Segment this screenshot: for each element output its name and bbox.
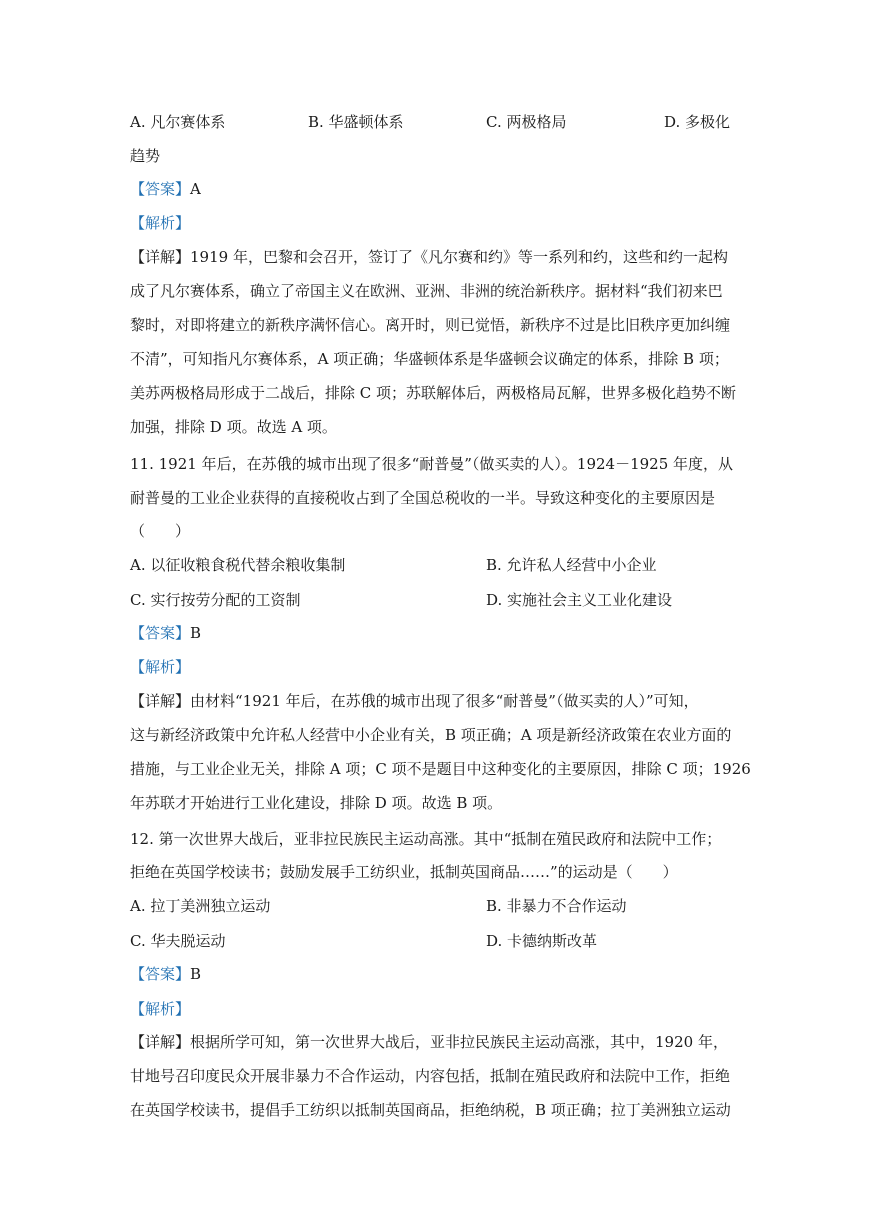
q11-option-d: D. 实施社会主义工业化建设	[486, 591, 673, 609]
detail-text: 1919 年，巴黎和会召开，签订了《凡尔赛和约》等一系列和约，这些和约一起构	[190, 248, 728, 266]
q11-detail-line: 年苏联才开始进行工业化建设，排除 D 项。故选 B 项。	[130, 794, 503, 812]
q10-analysis	[130, 211, 190, 235]
q11-stem-line: 11. 1921 年后，在苏俄的城市出现了很多“耐普曼”（做买卖的人）。1924－1925 年度，从	[130, 455, 734, 473]
answer-tag: 【答案】	[130, 624, 191, 642]
q12-option-d: D. 卡德纳斯改革	[486, 932, 598, 950]
q12-stem-line: 12. 第一次世界大战后，亚非拉民族民主运动高涨。其中“抵制在殖民政府和法院中工作；	[130, 830, 722, 848]
q12-stem-line: 拒绝在英国学校读书；鼓励发展手工纺织业，抵制英国商品……”的运动是（ ）	[130, 863, 678, 881]
answer-value: B	[190, 965, 202, 983]
q11-option-c: C. 实行按劳分配的工资制	[130, 591, 301, 609]
q10-detail-line: 成了凡尔赛体系，确立了帝国主义在欧洲、亚洲、非洲的统治新秩序。据材料“我们初来巴	[130, 282, 723, 300]
q12-answer	[130, 962, 201, 986]
q11-detail-line: 措施，与工业企业无关，排除 A 项；C 项不是题目中这种变化的主要原因，排除 C 项；1926	[130, 760, 751, 778]
q12-option-c: C. 华夫脱运动	[130, 932, 226, 950]
q10-option-d: D. 多极化	[664, 113, 731, 131]
answer-value: A	[190, 180, 201, 198]
q10-detail-line: 不清”，可知指凡尔赛体系，A 项正确；华盛顿体系是华盛顿会议确定的体系，排除 B 项；	[130, 350, 729, 368]
q10-detail-line: 美苏两极格局形成于二战后，排除 C 项；苏联解体后，两极格局瓦解，世界多极化趋势不断	[130, 384, 737, 402]
q11-stem-line: 耐普曼的工业企业获得的直接税收占到了全国总税收的一半。导致这种变化的主要原因是	[130, 489, 716, 507]
answer-tag: 【答案】	[130, 180, 191, 198]
q10-detail-line: 黎时，对即将建立的新秩序满怀信心。离开时，则已觉悟，新秩序不过是比旧秩序更加纠缠	[130, 316, 731, 334]
answer-tag: 【答案】	[130, 965, 191, 983]
q11-detail-line	[130, 689, 699, 713]
detail-tag: 【详解】	[130, 248, 191, 266]
detail-tag: 【详解】	[130, 692, 191, 710]
analysis-tag: 【解析】	[130, 658, 191, 676]
q10-option-d-wrap: 趋势	[130, 147, 161, 165]
q12-analysis	[130, 997, 190, 1021]
detail-tag: 【详解】	[130, 1033, 191, 1051]
detail-text: 由材料“1921 年后，在苏俄的城市出现了很多“耐普曼”（做买卖的人）”可知，	[190, 692, 699, 710]
detail-text: 根据所学可知，第一次世界大战后，亚非拉民族民主运动高涨，其中，1920 年，	[190, 1033, 728, 1051]
q10-option-b: B. 华盛顿体系	[308, 113, 404, 131]
q12-detail-line: 甘地号召印度民众开展非暴力不合作运动，内容包括，抵制在殖民政府和法院中工作，拒绝	[130, 1067, 731, 1085]
q11-option-b: B. 允许私人经营中小企业	[486, 556, 657, 574]
q10-option-c: C. 两极格局	[486, 113, 567, 131]
q12-detail-line: 在英国学校读书，提倡手工纺织以抵制英国商品，拒绝纳税，B 项正确；拉丁美洲独立运动	[130, 1101, 731, 1119]
answer-value: B	[190, 624, 202, 642]
analysis-tag: 【解析】	[130, 1000, 191, 1018]
q10-answer	[130, 177, 201, 201]
q11-answer	[130, 621, 201, 645]
q10-detail-line	[130, 245, 728, 269]
q11-detail-line: 这与新经济政策中允许私人经营中小企业有关，B 项正确；A 项是新经济政策在农业方面的	[130, 726, 732, 744]
q12-option-b: B. 非暴力不合作运动	[486, 897, 627, 915]
q12-option-a: A. 拉丁美洲独立运动	[130, 897, 271, 915]
q12-detail-line	[130, 1030, 728, 1054]
q11-stem-line: （ ）	[130, 522, 191, 540]
q11-analysis	[130, 655, 190, 679]
q10-option-a: A. 凡尔赛体系	[130, 113, 226, 131]
q11-option-a: A. 以征收粮食税代替余粮收集制	[130, 556, 346, 574]
q10-detail-line: 加强，排除 D 项。故选 A 项。	[130, 418, 337, 436]
analysis-tag: 【解析】	[130, 214, 191, 232]
